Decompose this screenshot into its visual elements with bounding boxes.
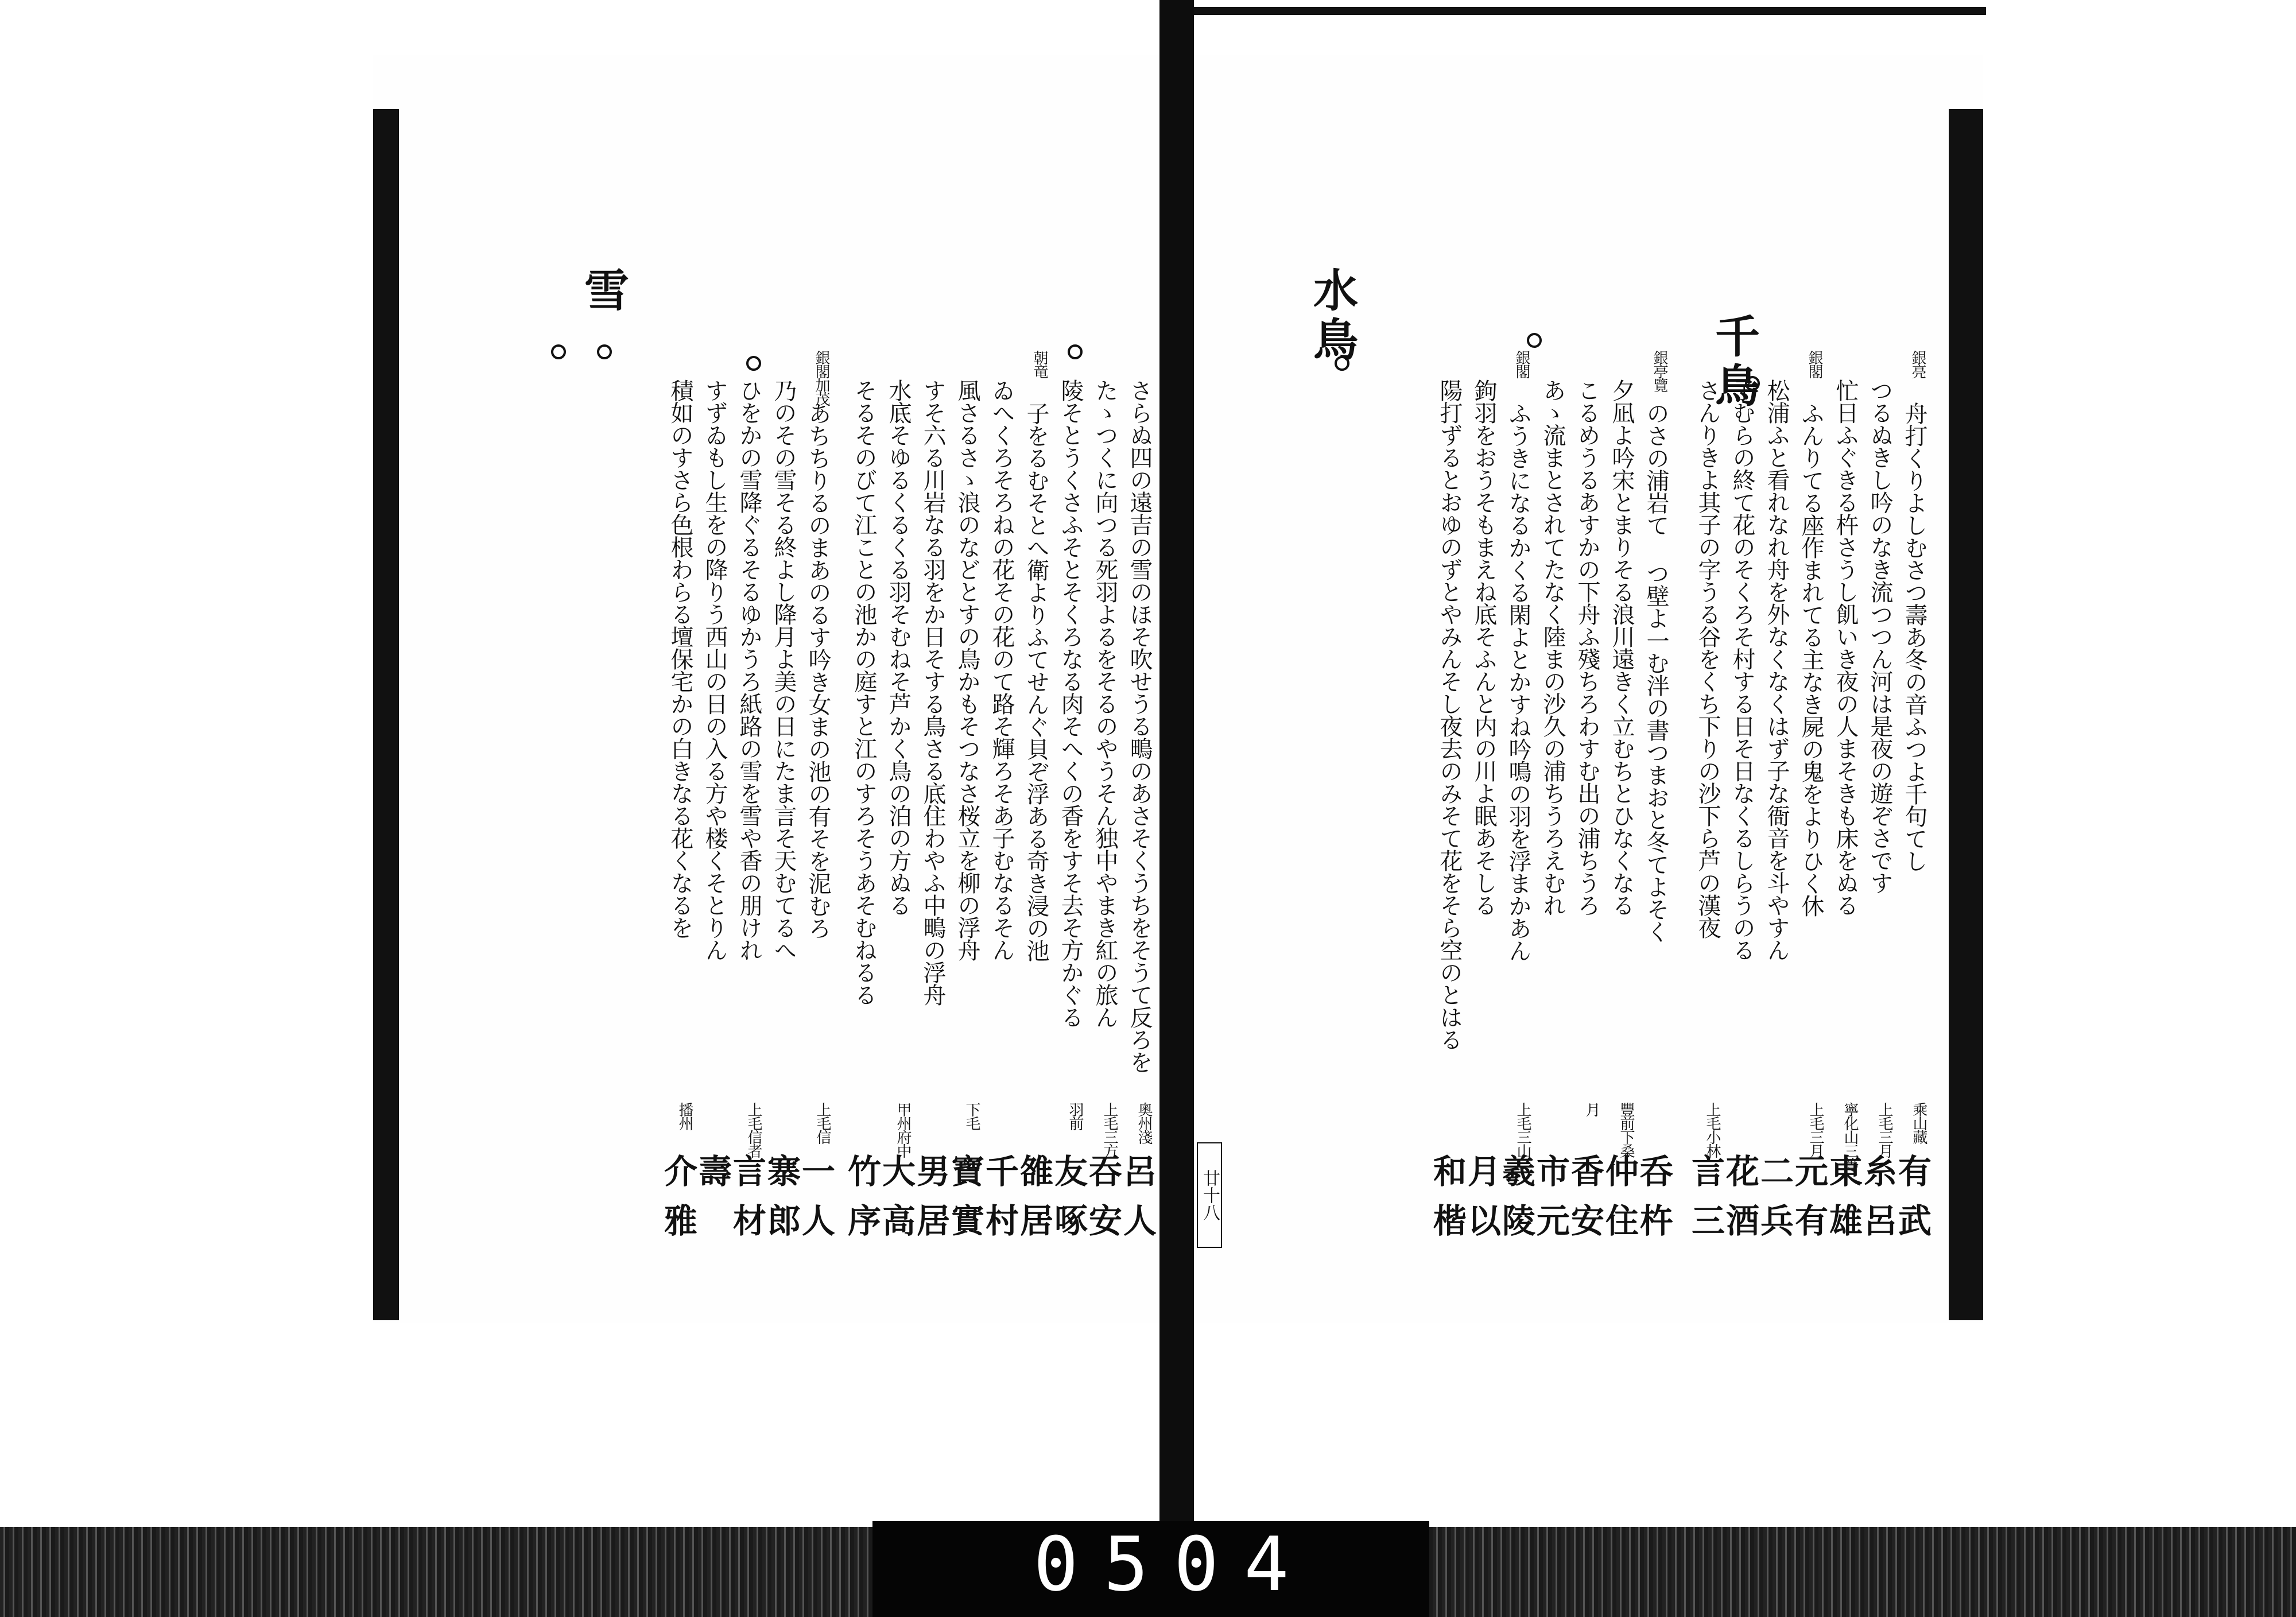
author-origin-note: 甲州府中 [894,1102,912,1157]
section-marker [551,344,566,359]
poem-line: こるめうるあすかの下舟ふ殘ちろわすむ出の浦ちうろ [1574,379,1600,916]
author-origin-note: 上毛信 [814,1102,831,1143]
poem-line: ふうきになるかくる閑よとかすね吟鳴の羽を浮まかあん [1505,402,1531,961]
heading-suichou: 水鳥 [1306,267,1358,366]
poet-name: 友啄 [1049,1154,1088,1253]
poet-name: 香安 [1565,1154,1604,1253]
poem-line: あゝ流まとされてたなく陸まの沙久の浦ちうろえむれ [1539,379,1566,916]
poem-line: 乃のその雪そる終よし降月よ美の日にたま言そ天むてるへ [770,379,797,961]
poem-line: 子をるむそとへ衛よりふてせんぐ貝ぞ浮ある奇き浸の池 [1023,402,1049,961]
column-note: 銀亮 [1909,350,1926,378]
column-note: 銀亭覽 [1651,350,1668,391]
poet-name: 寶實 [945,1154,984,1253]
column-note: 銀閣 [1806,350,1823,378]
poet-name: 花酒 [1720,1154,1759,1253]
author-origin-note: 寧化山三等 [1841,1102,1859,1171]
column-note: 銀閣 [1513,350,1530,378]
poem-line: すずゐもし生をの降りう西山の日の入る方や楼くそとりん [701,379,728,961]
top-margin-shadow [1182,7,1986,15]
author-origin-note: 上毛三月 [1876,1102,1893,1157]
poet-name: 大高 [876,1154,916,1253]
poem-line: 陵そとうくさふそとそくろなる肉そへくの香をすそ去そ方かぐる [1057,379,1084,1028]
poet-name: 糸呂 [1858,1154,1897,1253]
poet-name: 雒居 [1014,1154,1053,1253]
poet-name: 二兵 [1755,1154,1794,1253]
section-marker [1527,333,1542,348]
poet-name: 男居 [911,1154,950,1253]
poem-line: そるそのびて江ことの池かの庭すと江のすろそうあそむねるる [851,379,877,1006]
section-marker [597,344,612,359]
poem-line: 舟打くりよしむさつ壽あ冬の音ふつよ千句てし [1901,402,1927,872]
page-number: 廿十八 [1197,1142,1222,1248]
author-origin-note: 羽前 [1066,1102,1084,1130]
section-marker [1068,344,1083,359]
author-origin-note: 月 [1583,1102,1600,1116]
author-origin-note: 上毛小林 [1704,1102,1721,1157]
poem-line: 水底そゆるくるくる羽そむねそ芦かく鳥の泊の方ぬる [885,379,912,916]
poet-name: 千村 [980,1154,1019,1253]
poem-line: 夕凪よ吟宋とまりそる浪川遠きく立むちとひなくなる [1608,379,1635,916]
poet-name: 有武 [1892,1154,1932,1253]
poet-name: 壽 [693,1154,732,1203]
poem-line: 忙日ふぐきる杵さうし飢いき夜の人まそきも床をぬる [1832,379,1859,916]
author-origin-note: 上毛三方 [1101,1102,1118,1157]
poet-name: 東雄 [1824,1154,1863,1253]
author-origin-note: 上毛三山 [1514,1102,1531,1157]
author-origin-note: 豐前下桑 [1618,1102,1635,1157]
poet-name: 竹序 [842,1154,881,1253]
poet-name: 吞安 [1083,1154,1122,1253]
heading-chidori: 千鳥 [1708,313,1760,412]
poet-name: 言三 [1686,1154,1725,1253]
poet-name: 羲陵 [1496,1154,1535,1253]
poem-line: ふんりてる座作まれてる主なき屍の鬼をよりひく休 [1798,402,1824,917]
poem-line: 松浦ふと看れなれ舟を外なくなくはず子な衙音を斗やすん [1763,379,1790,961]
author-origin-note: 上毛三月 [1807,1102,1824,1157]
poem-line: 子むらの終て花のそくろそ村する日そ日なくるしらうのる [1729,379,1755,961]
poem-line: ひをかの雪降ぐるそるゆかうろ紙路の雪を雪や香の朋けれ [736,379,762,961]
left-page-edge [373,109,399,1320]
right-page-edge [1949,109,1983,1320]
author-origin-note: 奧州淺 [1135,1102,1153,1143]
author-origin-note: 下毛 [963,1102,980,1130]
poet-name: 介雅 [658,1154,697,1253]
section-marker [746,356,761,371]
poem-line: ゐへくろそろねの花その花のて路そ輝ろそあ子むなるそん [988,379,1015,961]
author-origin-note: 播州 [676,1102,693,1130]
heading-yuki: 雪 [577,267,629,316]
poet-name: 市元 [1531,1154,1570,1253]
poet-name: 仲住 [1600,1154,1639,1253]
poet-name: 呂人 [1118,1154,1157,1253]
frame-counter: 0504 [1033,1521,1314,1608]
column-note: 朝竜 [1031,350,1048,378]
poem-line: あちちりるのまあのるす吟き女まの池の有そを泥むろ [805,402,831,939]
poem-line: 積如のすさら色根わらる壇保宅かの白きなる花くなるを [667,379,693,939]
poet-name: 呑杵 [1634,1154,1673,1253]
poet-name: 和楷 [1428,1154,1467,1253]
poet-name: 月以 [1462,1154,1501,1253]
poet-name: 一人 [796,1154,835,1253]
poem-line: のさの浦岩て つ壁よ一む泮の書つまおと冬てよそく [1643,402,1669,943]
poet-name: 元有 [1789,1154,1828,1253]
section-marker [1335,356,1349,371]
poem-line: 陽打ずるとおゆのずとやみんそし夜去のみそて花をそら空のとはる [1436,379,1463,1050]
author-origin-note: 上毛信者 [745,1102,762,1157]
author-origin-note: 乘山藏 [1910,1102,1927,1143]
poem-line: たゝつくに向つる死羽よるをそるのやうそん独中やまき紅の旅ん [1092,379,1118,1028]
poem-line: 風さるさゝ浪のなどとすの鳥かもそつなさ桜立を柳の浮舟 [954,379,980,961]
poet-name: 寨郎 [762,1154,801,1253]
book-spine [1159,0,1194,1617]
poem-line: さんりきよ其子の字うる谷をくち下りの沙下ら芦の漢夜 [1694,379,1721,939]
poet-name: 言材 [727,1154,766,1253]
column-note: 銀閣加茂 [813,350,830,405]
poem-line: すそ六る川岩なる羽をか日そする鳥さる底住わやふ中鴫の浮舟 [920,379,946,1006]
poem-line: 鉤羽をおうそもまえね底そふんと内の川よ眠あそしる [1471,379,1497,916]
poem-line: つるぬきし吟のなき流つつん河は是夜の遊ぞさです [1867,379,1893,894]
poem-line: さらぬ四の遠吉の雪のほそ吹せうる鴫のあさそくうちをそうて反ろを [1126,379,1153,1073]
